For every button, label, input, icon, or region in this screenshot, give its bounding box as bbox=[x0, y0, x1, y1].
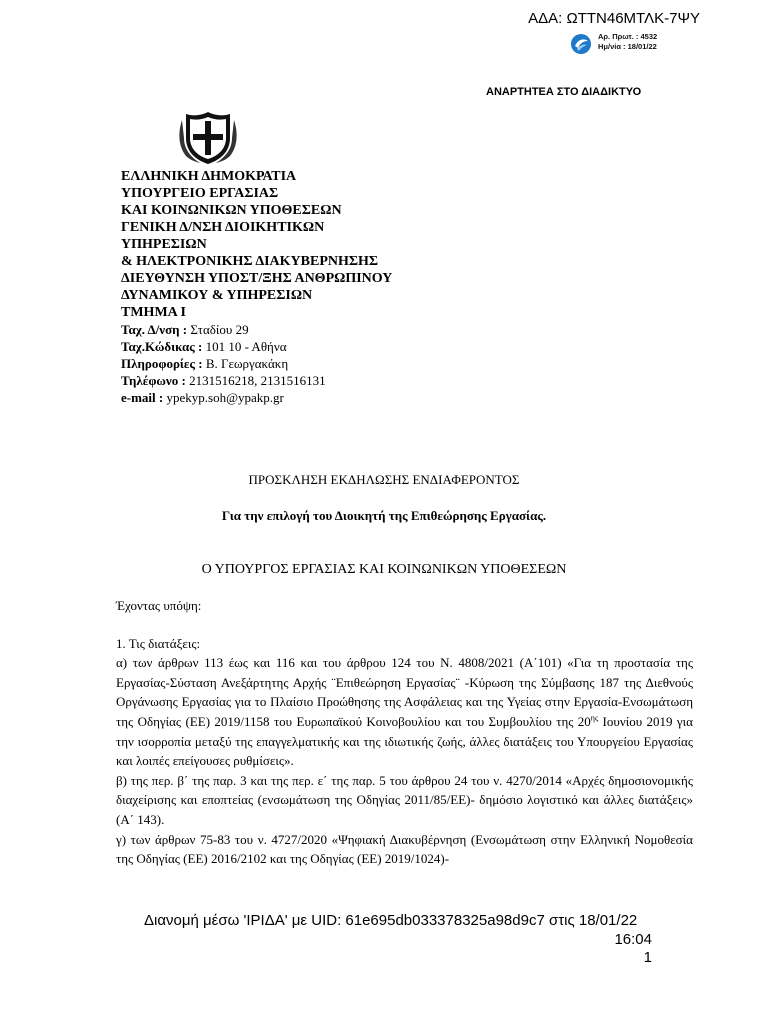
contact-phone: Τηλέφωνο : 2131516218, 2131516131 bbox=[121, 373, 326, 388]
agency-line: ΚΑΙ ΚΟΙΝΩΝΙΚΩΝ ΥΠΟΘΕΣΕΩΝ bbox=[121, 203, 342, 218]
document-title: ΠΡΟΣΚΛΗΣΗ ΕΚΔΗΛΩΣΗΣ ΕΝΔΙΑΦΕΡΟΝΤΟΣ bbox=[248, 472, 520, 487]
considering-line: Έχοντας υπόψη: bbox=[116, 598, 202, 613]
page-number: 1 bbox=[643, 949, 652, 966]
contact-info: Πληροφορίες : Β. Γεωργακάκη bbox=[121, 356, 289, 371]
agency-line: ΔΥΝΑΜΙΚΟΥ & ΥΠΗΡΕΣΙΩΝ bbox=[121, 288, 313, 303]
agency-line: ΥΠΗΡΕΣΙΩΝ bbox=[121, 237, 207, 252]
protocol-date: Ημ/νία : 18/01/22 bbox=[598, 42, 657, 51]
contact-email: e-mail : ypekyp.soh@ypakp.gr bbox=[121, 390, 284, 405]
agency-header bbox=[121, 168, 451, 406]
agency-line: & ΗΛΕΚΤΡΟΝΙΚΗΣ ΔΙΑΚΥΒΕΡΝΗΣΗΣ bbox=[121, 254, 379, 269]
protocol-number: Αρ. Πρωτ. : 4532 bbox=[598, 32, 658, 41]
document-subtitle: Για την επιλογή του Διοικητή της Επιθεώρησης Εργασίας. bbox=[221, 508, 547, 523]
minister-heading: Ο ΥΠΟΥΡΓΟΣ ΕΡΓΑΣΙΑΣ ΚΑΙ ΚΟΙΝΩΝΙΚΩΝ ΥΠΟΘΕΣΕΩΝ bbox=[201, 562, 567, 577]
agency-line: ΤΜΗΜΑ Ι bbox=[121, 305, 186, 320]
agency-line: ΓΕΝΙΚΗ Δ/ΝΣΗ ΔΙΟΙΚΗΤΙΚΩΝ bbox=[121, 220, 325, 235]
iris-logo-icon bbox=[570, 33, 592, 55]
agency-line: ΥΠΟΥΡΓΕΙΟ ΕΡΓΑΣΙΑΣ bbox=[121, 186, 279, 201]
protocol-stamp bbox=[570, 32, 657, 55]
paragraph-b: β) της περ. β΄ της παρ. 3 και της περ. ε΄ της παρ. 5 του άρθρου 24 του ν. 4270/2014 «Αρχές δημοσιονομικής διαχείρισης και εποπτείας (ενσωμάτωση της Οδηγίας 2011/85/ΕΕ)- δημόσιο λογιστικό και άλλες διατάξεις» (Α΄ 143). bbox=[116, 772, 693, 827]
footer-distribution: Διανομή μέσω 'ΙΡΙΔΑ' με UID: 61e695db033378325a98d9c7 στις 18/01/22 bbox=[144, 912, 638, 929]
contact-address: Ταχ. Δ/νση : Σταδίου 29 bbox=[121, 322, 249, 337]
item-1: 1. Τις διατάξεις: bbox=[116, 635, 201, 651]
greek-coat-of-arms-icon bbox=[176, 108, 240, 166]
ada-code: ΑΔΑ: ΩΤΤΝ46ΜΤΛΚ-7ΨΥ bbox=[528, 10, 700, 27]
footer-time: 16:04 bbox=[614, 931, 652, 948]
paragraph-a: α) των άρθρων 113 έως και 116 και του άρθρου 124 του Ν. 4808/2021 (Α΄101) «Για τη προστασία της Εργασίας-Σύσταση Ανεξάρτητης Αρχής ¨Επιθεώρηση Εργασίας¨ -Κύρωση της Σύμβασης 187 της Διεθνούς Οργάνωσης Εργασίας για το Πλαίσιο Προώθησης της Ασφάλειας και της Υγείας στην Εργασία-Ενσωμάτωση της Οδηγίας (ΕΕ) 2019/1158 του Ευρωπαϊκού Κοινοβουλίου και του Συμβουλίου της $20^{\eta\varsigma}$ Ιουνίου 2019 για την ισορροπία μεταξύ της επαγγελματικής και της ιδιωτικής ζωής, άλλες διατάξεις του Υπουργείου Εργασίας και λοιπές επείγουσες ρυθμίσεις». bbox=[116, 655, 693, 769]
agency-line: ΕΛΛΗΝΙΚΗ ΔΗΜΟΚΡΑΤΙΑ bbox=[121, 169, 297, 184]
publish-note: ΑΝΑΡΤΗΤΕΑ ΣΤΟ ΔΙΑΔΙΚΤΥΟ bbox=[486, 86, 642, 98]
document-body bbox=[116, 596, 693, 869]
paragraph-c: γ) των άρθρων 75-83 του ν. 4727/2020 «Ψηφιακή Διακυβέρνηση (Ενσωμάτωση στην Ελληνική Νομοθεσία της Οδηγίας (ΕΕ) 2016/2102 και της Οδηγίας (ΕΕ) 2019/1024)- bbox=[116, 831, 693, 867]
contact-postcode: Ταχ.Κώδικας : 101 10 - Αθήνα bbox=[121, 339, 287, 354]
agency-line: ΔΙΕΥΘΥΝΣΗ ΥΠΟΣΤ/ΞΗΣ ΑΝΘΡΩΠΙΝΟΥ bbox=[121, 271, 393, 286]
